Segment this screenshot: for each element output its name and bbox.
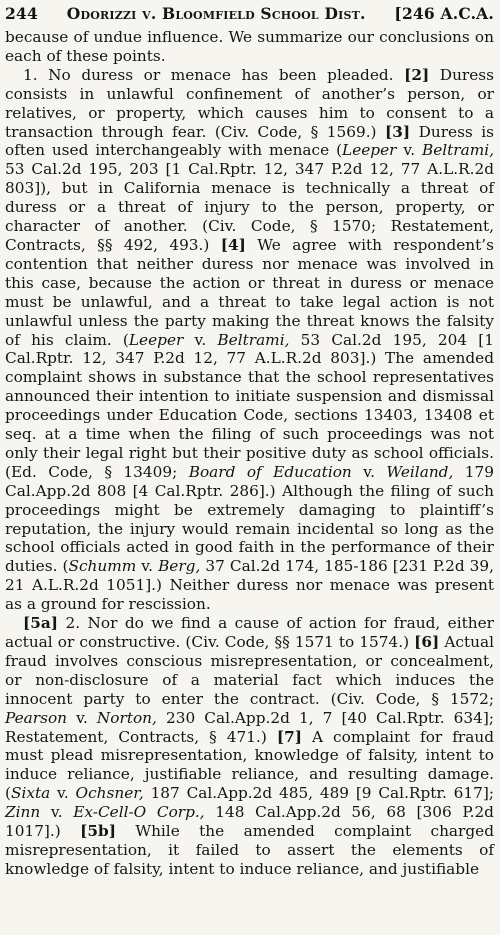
paragraph — [5, 614, 494, 879]
text-run: v. — [136, 557, 159, 576]
case-name-italic: Zinn — [5, 803, 41, 822]
text-run: v. — [183, 330, 218, 349]
case-title: Odorizzi v. Bloomfield School Dist. — [66, 4, 366, 23]
page-number: 244 — [5, 4, 38, 23]
case-name-italic: Schumm — [68, 557, 137, 576]
text-run: v. — [396, 141, 422, 160]
case-name-italic: Ochsner, — [75, 784, 144, 803]
text-run: We agree with respondent’s contention that neither duress nor menace was involved in this case, because the action or threat in duress or menace must be unlawful, and a threat to take legal action is not unlawful unless the party making the threat knows the falsity of his claim. ( — [5, 235, 494, 349]
text-run: 187 Cal.App.2d 485, 489 [9 Cal.Rptr. 617]; — [143, 784, 495, 803]
text-run: because of undue influence. We summarize our conclusions on each of these points. — [5, 28, 494, 65]
text-run: v. — [50, 784, 76, 803]
text-run: A complaint for fraud must plead misrepresentation, knowledge of falsity, intent to induce reliance, justifiable reliance, and resulting damage. ( — [5, 727, 494, 803]
case-name-italic: Sixta — [10, 784, 51, 803]
text-run: 148 Cal.App.2d 56, 68 [306 P.2d 1017].) — [5, 803, 494, 841]
case-name-italic: Board of Education — [188, 462, 352, 481]
case-name-italic: Norton, — [96, 708, 157, 727]
headnote-marker: [4] — [220, 235, 246, 254]
opinion-text — [5, 28, 494, 879]
text-run: 37 Cal.2d 174, 185-186 [231 P.2d 39, 21 A.L.R.2d 1051].) Neither duress nor menace was present as a ground for rescission. — [5, 557, 494, 614]
text-run: v. — [351, 462, 387, 481]
text-run: 53 Cal.2d 195, 203 [1 Cal.Rptr. 12, 347 P.2d 12, 77 A.L.R.2d 803]), but in California menace is technically a threat of duress or a threat of injury to the person, property, or character of another. (Civ. Code, § 1570; Restatement, Contracts, §§ 492, 493.) — [5, 160, 494, 254]
case-name-italic: Weiland, — [386, 462, 454, 481]
headnote-marker: [5a] — [23, 614, 59, 633]
text-run: Duress consists in unlawful confinement of another’s person, or relatives, or property, which causes him to consent to a transaction through fear. (Civ. Code, § 1569.) — [5, 65, 494, 141]
text-run: Duress is often used interchangeably with menace ( — [5, 122, 494, 160]
text-run: v. — [67, 708, 97, 727]
text-run: 53 Cal.2d 195, 204 [1 Cal.Rptr. 12, 347 P.2d 12, 77 A.L.R.2d 803].) The amended complaint shows in substance that the school representatives announced their intention to initiate suspension and dismissal proceedings under Education Code, sections 13403, 13408 et seq. at a time when the filing of such proceedings was not only their legal right but their positive duty as school officials. (Ed. Code, § 13409; — [5, 330, 494, 481]
case-name-italic: Leeper — [342, 141, 397, 160]
case-name-italic: Leeper — [128, 330, 184, 349]
text-run: v. — [40, 803, 74, 822]
case-name-italic: Berg, — [158, 557, 201, 576]
reporter-citation: [246 A.C.A. — [394, 4, 494, 23]
case-name-italic: Beltrami, — [421, 141, 494, 160]
headnote-marker: [3] — [385, 122, 411, 141]
headnote-marker: [5b] — [80, 822, 116, 841]
text-run: 2. Nor do we find a cause of action for fraud, either actual or constructive. (Civ. Code, §§ 1571 to 1574.) — [5, 614, 494, 651]
paragraph — [5, 66, 494, 614]
headnote-marker: [2] — [404, 65, 430, 84]
case-name-italic: Beltrami, — [217, 330, 290, 349]
text-run: 1. No duress or menace has been pleaded. — [23, 65, 405, 84]
running-header — [5, 4, 494, 23]
text-run: While the amended complaint charged misrepresentation, it failed to assert the elements of knowledge of falsity, intent to induce reliance, and justifiable — [5, 822, 494, 878]
case-name-italic: Ex-Cell-O Corp., — [73, 803, 205, 822]
text-run: Actual fraud involves conscious misrepresentation, or concealment, or non-disclosure of a material fact which induces the innocent party to enter the contract. (Civ. Code, § 1572; — [5, 633, 494, 708]
case-name-italic: Pearson — [5, 708, 68, 727]
text-run: 179 Cal.App.2d 808 [4 Cal.Rptr. 286].) Although the filing of such proceedings might be extremely damaging to plaintiff’s reputation, the injury would remain incidental so long as the school officials acted in good faith in the performance of their duties. ( — [5, 462, 494, 576]
headnote-marker: [7] — [276, 727, 302, 746]
paragraph — [5, 28, 494, 66]
headnote-marker: [6] — [414, 633, 440, 651]
text-run: 230 Cal.App.2d 1, 7 [40 Cal.Rptr. 634]; Restatement, Contracts, § 471.) — [5, 708, 494, 746]
